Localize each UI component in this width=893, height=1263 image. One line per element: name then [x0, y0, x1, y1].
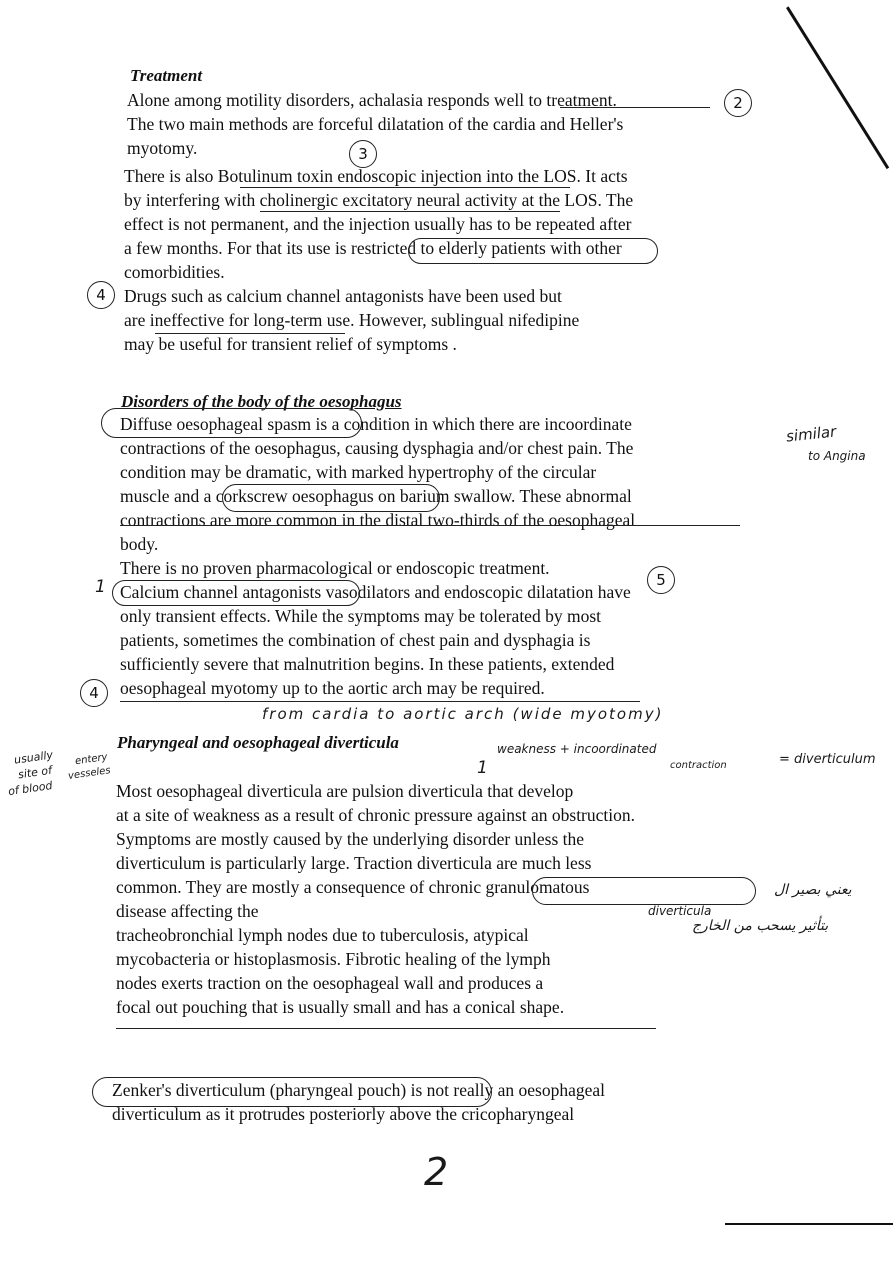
handwritten-note-arabic: بتأثير يسحب من الخارج: [692, 918, 829, 934]
handwritten-number: 1: [95, 577, 106, 597]
handwritten-page-number: 2: [424, 1150, 449, 1194]
handwritten-oval: [112, 580, 360, 606]
text-line: Zenker's diverticulum (pharyngeal pouch) is not really an oesophageal: [112, 1080, 605, 1100]
heading-disorders: Disorders of the body of the oesophagus: [121, 392, 402, 411]
text-line: only transient effects. While the symptoms may be tolerated by most: [120, 606, 601, 626]
handwritten-oval: [532, 877, 756, 905]
text-line: muscle and a corkscrew oesophagus on barium swallow. These abnormal: [120, 486, 632, 506]
text-line: disease affecting the: [116, 901, 259, 921]
text-line: sufficiently severe that malnutrition begins. In these patients, extended: [120, 654, 615, 674]
handwritten-note: usually: [13, 748, 54, 767]
text-line: diverticulum is particularly large. Traction diverticula are much less: [116, 853, 592, 873]
handwritten-underline: [120, 701, 640, 702]
text-line: myotomy.: [127, 138, 198, 158]
handwritten-note: to Angina: [808, 449, 866, 463]
handwritten-note: contraction: [670, 760, 727, 771]
handwritten-oval: [92, 1077, 492, 1107]
text-line: effect is not permanent, and the injection usually has to be repeated after: [124, 214, 632, 234]
text-line: common. They are mostly a consequence of chronic granulomatous: [116, 877, 590, 897]
text-line: There is also Botulinum toxin endoscopic injection into the LOS. It acts: [124, 166, 628, 186]
handwritten-note: weakness + incoordinated: [497, 742, 657, 756]
text-line: Symptoms are mostly caused by the underlying disorder unless the: [116, 829, 585, 849]
text-line: patients, sometimes the combination of chest pain and dysphagia is: [120, 630, 591, 650]
handwritten-number-circle: 2: [724, 89, 752, 117]
text-line: tracheobronchial lymph nodes due to tuberculosis, atypical: [116, 925, 529, 945]
text-line: There is no proven pharmacological or endoscopic treatment.: [120, 558, 550, 578]
handwritten-underline: [120, 525, 740, 526]
text-line: contractions of the oesophagus, causing dysphagia and/or chest pain. The: [120, 438, 634, 458]
handwritten-underline: [560, 107, 710, 108]
handwritten-oval: [222, 484, 440, 512]
heading-treatment: Treatment: [130, 66, 203, 85]
text-line: focal out pouching that is usually small and has a conical shape.: [116, 997, 565, 1017]
scan-edge-mark: [786, 6, 889, 169]
handwritten-underline: [116, 1028, 656, 1029]
text-line: at a site of weakness as a result of chronic pressure against an obstruction.: [116, 805, 636, 825]
scan-bottom-line: [725, 1223, 893, 1225]
text-line: comorbidities.: [124, 262, 225, 282]
disorders-text: [120, 412, 745, 700]
text-line: Drugs such as calcium channel antagonists have been used but: [124, 286, 562, 306]
handwritten-note: = diverticulum: [779, 752, 876, 767]
handwritten-underline: [260, 211, 560, 212]
text-line: diverticulum as it protrudes posteriorly above the cricopharyngeal: [112, 1104, 575, 1124]
text-line: may be useful for transient relief of symptoms .: [124, 334, 457, 354]
text-line: Most oesophageal diverticula are pulsion diverticula that develop: [116, 781, 574, 801]
handwritten-note: entery: [74, 751, 109, 768]
text-line: body.: [120, 534, 159, 554]
text-line: are ineffective for long-term use. However, sublingual nifedipine: [124, 310, 580, 330]
text-line: Calcium channel antagonists vasodilators and endoscopic dilatation have: [120, 582, 631, 602]
handwritten-note-arabic: يعني بصير ال: [774, 882, 852, 898]
handwritten-number-circle: 3: [349, 140, 377, 168]
text-line: oesophageal myotomy up to the aortic arch may be required.: [120, 678, 545, 698]
text-line: The two main methods are forceful dilatation of the cardia and Heller's: [127, 114, 624, 134]
handwritten-number-circle: 5: [647, 566, 675, 594]
handwritten-number-circle: 4: [80, 679, 108, 707]
handwritten-note: diverticula: [648, 904, 712, 918]
heading-diverticula: Pharyngeal and oesophageal diverticula: [117, 733, 399, 752]
handwritten-note: site of: [17, 763, 53, 782]
handwritten-number: 1: [477, 758, 488, 778]
handwritten-underline: [155, 333, 345, 334]
text-line: condition may be dramatic, with marked hypertrophy of the circular: [120, 462, 597, 482]
text-line: Alone among motility disorders, achalasia responds well to treatment.: [127, 90, 617, 110]
treatment-text: [127, 88, 747, 160]
handwritten-note: of blood: [7, 778, 54, 799]
handwritten-note: similar: [785, 422, 838, 446]
handwritten-note: vesseles: [67, 765, 112, 782]
handwritten-underline: [240, 187, 570, 188]
text-line: nodes exerts traction on the oesophageal wall and produces a: [116, 973, 544, 993]
text-line: mycobacteria or histoplasmosis. Fibrotic healing of the lymph: [116, 949, 551, 969]
text-line: contractions are more common in the distal two-thirds of the oesophageal: [120, 510, 636, 530]
handwritten-number-circle: 4: [87, 281, 115, 309]
text-line: Diffuse oesophageal spasm is a condition in which there are incoordinate: [120, 414, 632, 434]
text-line: by interfering with cholinergic excitatory neural activity at the LOS. The: [124, 190, 634, 210]
handwritten-oval: [408, 238, 658, 264]
text-line: a few months. For that its use is restricted to elderly patients with other: [124, 238, 622, 258]
handwritten-oval: [101, 408, 362, 438]
handwritten-note: from cardia to aortic arch (wide myotomy): [262, 705, 664, 723]
